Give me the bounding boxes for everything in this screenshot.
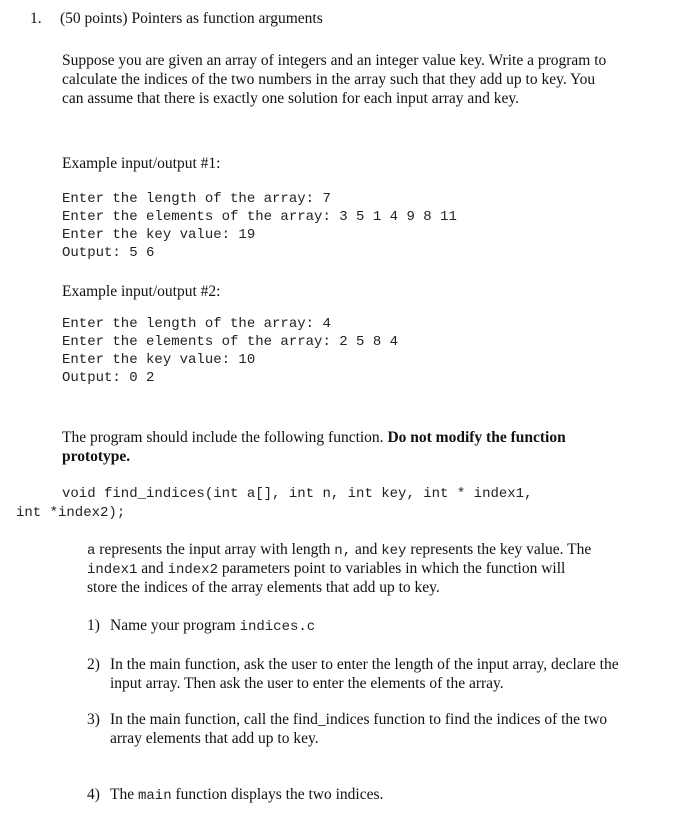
step-2-line-2: input array. Then ask the user to enter the elements of the array. — [110, 675, 504, 692]
description-line-3: store the indices of the array elements that add up to key. — [87, 579, 440, 596]
step-1-number: 1) — [87, 617, 100, 634]
step-3-number: 3) — [87, 711, 100, 728]
description-line-1: a represents the input array with length n, and key represents the key value. The — [87, 541, 592, 559]
example-2-label: Example input/output #2: — [62, 283, 221, 300]
description-line-2: index1 and index2 parameters point to variables in which the function will — [87, 560, 566, 578]
intro-line-3: can assume that there is exactly one solution for each input array and key. — [62, 90, 519, 107]
intro-line-1: Suppose you are given an array of integers and an integer value key. Write a program to — [62, 52, 607, 69]
example-2-line-3: Enter the key value: 10 — [62, 352, 256, 368]
function-note — [62, 429, 566, 447]
program-filename: indices.c — [239, 619, 316, 635]
step-3-line-1: In the main function, call the find_indices function to find the indices of the two — [110, 711, 608, 728]
example-2-line-4: Output: 0 2 — [62, 370, 155, 386]
question-number: 1. — [30, 10, 42, 27]
main-keyword: main — [137, 788, 172, 804]
intro-line-2: calculate the indices of the two numbers in the array such that they add up to key. You — [62, 71, 596, 88]
example-2-line-1: Enter the length of the array: 4 — [62, 316, 331, 332]
step-4-number: 4) — [87, 786, 100, 803]
function-note-bold-line-2: prototype. — [62, 448, 131, 465]
example-1-line-2: Enter the elements of the array: 3 5 1 4 9 8 11 — [62, 209, 457, 225]
prototype-line-2: int *index2); — [16, 505, 126, 521]
function-note-text: The program should include the following function. — [62, 429, 384, 446]
step-1-text: Name your program indices.c — [110, 617, 316, 635]
example-1-label: Example input/output #1: — [62, 155, 221, 172]
step-2-number: 2) — [87, 656, 100, 673]
prototype-line-1: void find_indices(int a[], int n, int key, int * index1, — [62, 486, 533, 502]
example-1-line-3: Enter the key value: 19 — [62, 227, 256, 243]
example-1-line-4: Output: 5 6 — [62, 245, 155, 261]
question-title: (50 points) Pointers as function arguments — [60, 10, 323, 27]
step-3-line-2: array elements that add up to key. — [110, 730, 319, 747]
step-2-line-1: In the main function, ask the user to enter the length of the input array, declare the — [110, 656, 619, 673]
example-1-line-1: Enter the length of the array: 7 — [62, 191, 331, 207]
step-4-text: The main function displays the two indices. — [110, 786, 384, 804]
example-2-line-2: Enter the elements of the array: 2 5 8 4 — [62, 334, 399, 350]
function-note-bold: Do not modify the function — [387, 429, 566, 446]
